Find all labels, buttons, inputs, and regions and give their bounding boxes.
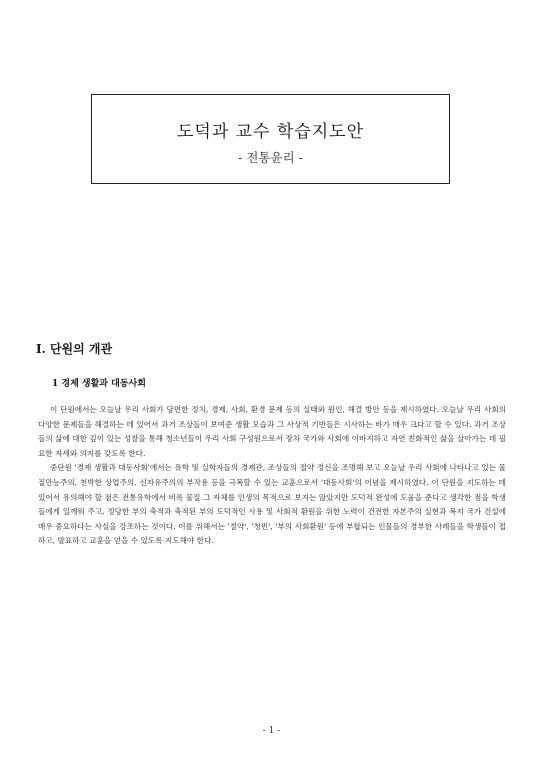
- sub-heading: 1 경제 생활과 대동사회: [52, 379, 146, 389]
- document-title: 도덕과 교수 학습지도안: [176, 122, 365, 142]
- paragraph-2: 중단원 '경제 생활과 대동사회'에서는 유학 및 실학자들의 경제관, 조상들의 절약 정신을 조명해 보고 오늘날 우리 사회에 나타나고 있는 물질만능주의, 천박한 상업주의, 신자유주의의 부작용 등을 극복할 수 있는 교훈으로서 '대동사회'의 이념을 제시하였다. 이 단원을 지도하는 데 있어서 유의해야 할 점은 전통유학에서 비록 물질 그 자체를 인생의 목적으로 보지는 않았지만 도덕적 완성에 도움을 준다고 생각한 점을 학생들에게 일깨워 주고, 정당한 부의 축적과 축적된 부의 도덕적인 사용 및 사회적 환원을 위한 노력이 건전한 자본주의 실현과 복지 국가 건설에 매우 중요하다는 사실을 강조하는 것이다. 이를 위해서는 '절약', '청빈', '부의 사회환원' 등에 부합되는 인물들의 경부한 사례들을 학생들이 접하고, 발표하고 교훈을 얻을 수 있도록 지도해야 한다.: [38, 463, 506, 546]
- paragraph-1: 이 단원에서는 오늘날 우리 사회가 당면한 정치, 경제, 사회, 환경 문제 등의 실태와 원인, 해결 방안 등을 제시하였다. 오늘날 우리 사회의 다양한 문제들을 해결하는 데 있어서 과거 조상들이 보여준 생활 모습과 그 사상적 기반들은 시사하는 바가 매우 크다고 할 수 있다. 과거 조상들의 삶에 대한 깊이 있는 성찰을 통해 청소년들이 우리 사회 구성원으로서 장차 국가와 사회에 이바지하고 자연 친화적인 삶을 살아가는 데 필요한 자세와 의지를 갖도록 한다.: [38, 405, 506, 458]
- title-box: [91, 94, 450, 184]
- body-text: [38, 403, 506, 549]
- page-number: - 1 -: [262, 726, 281, 736]
- section-heading: Ⅰ. 단원의 개관: [36, 342, 113, 356]
- document-subtitle: - 전통윤리 -: [238, 150, 303, 165]
